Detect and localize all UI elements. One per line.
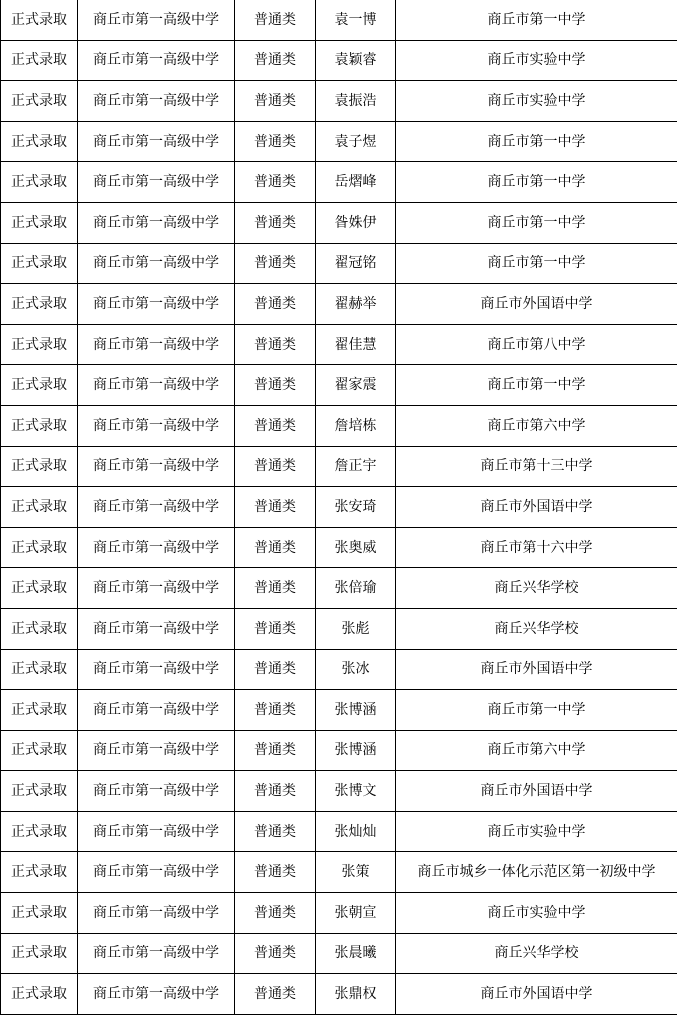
admission-table-body xyxy=(1,0,677,1014)
student-name-cell: 詹培栋 xyxy=(316,405,396,446)
graduating-school-cell: 商丘市第一中学 xyxy=(396,121,677,162)
admitting-school-cell: 商丘市第一高级中学 xyxy=(78,40,235,81)
category-cell: 普通类 xyxy=(235,568,316,609)
graduating-school-cell: 商丘市第一中学 xyxy=(396,202,677,243)
status-cell: 正式录取 xyxy=(1,933,78,974)
status-cell: 正式录取 xyxy=(1,690,78,731)
admitting-school-cell: 商丘市第一高级中学 xyxy=(78,121,235,162)
student-name-cell: 张博文 xyxy=(316,771,396,812)
graduating-school-cell: 商丘市第一中学 xyxy=(396,365,677,406)
admitting-school-cell: 商丘市第一高级中学 xyxy=(78,811,235,852)
student-name-cell: 袁颖睿 xyxy=(316,40,396,81)
category-cell: 普通类 xyxy=(235,243,316,284)
admitting-school-cell: 商丘市第一高级中学 xyxy=(78,730,235,771)
student-name-cell: 袁一博 xyxy=(316,0,396,40)
status-cell: 正式录取 xyxy=(1,852,78,893)
graduating-school-cell: 商丘市实验中学 xyxy=(396,893,677,934)
table-row xyxy=(1,40,677,81)
table-row xyxy=(1,852,677,893)
category-cell: 普通类 xyxy=(235,121,316,162)
admitting-school-cell: 商丘市第一高级中学 xyxy=(78,162,235,203)
table-row xyxy=(1,121,677,162)
student-name-cell: 张鼎权 xyxy=(316,974,396,1015)
status-cell: 正式录取 xyxy=(1,527,78,568)
table-row xyxy=(1,974,677,1015)
graduating-school-cell: 商丘市第八中学 xyxy=(396,324,677,365)
student-name-cell: 翟冠铭 xyxy=(316,243,396,284)
category-cell: 普通类 xyxy=(235,202,316,243)
table-row xyxy=(1,243,677,284)
category-cell: 普通类 xyxy=(235,608,316,649)
status-cell: 正式录取 xyxy=(1,284,78,325)
category-cell: 普通类 xyxy=(235,365,316,406)
table-row xyxy=(1,811,677,852)
student-name-cell: 张朝宣 xyxy=(316,893,396,934)
category-cell: 普通类 xyxy=(235,487,316,528)
graduating-school-cell: 商丘市第六中学 xyxy=(396,730,677,771)
status-cell: 正式录取 xyxy=(1,974,78,1015)
admitting-school-cell: 商丘市第一高级中学 xyxy=(78,324,235,365)
table-row xyxy=(1,608,677,649)
admitting-school-cell: 商丘市第一高级中学 xyxy=(78,893,235,934)
admitting-school-cell: 商丘市第一高级中学 xyxy=(78,284,235,325)
table-row xyxy=(1,690,677,731)
category-cell: 普通类 xyxy=(235,405,316,446)
admitting-school-cell: 商丘市第一高级中学 xyxy=(78,405,235,446)
graduating-school-cell: 商丘市第一中学 xyxy=(396,243,677,284)
status-cell: 正式录取 xyxy=(1,0,78,40)
graduating-school-cell: 商丘市第十六中学 xyxy=(396,527,677,568)
table-row xyxy=(1,81,677,122)
admitting-school-cell: 商丘市第一高级中学 xyxy=(78,690,235,731)
status-cell: 正式录取 xyxy=(1,487,78,528)
table-row xyxy=(1,202,677,243)
table-row xyxy=(1,933,677,974)
table-row xyxy=(1,284,677,325)
graduating-school-cell: 商丘市外国语中学 xyxy=(396,649,677,690)
admitting-school-cell: 商丘市第一高级中学 xyxy=(78,81,235,122)
student-name-cell: 张晨曦 xyxy=(316,933,396,974)
student-name-cell: 袁子煜 xyxy=(316,121,396,162)
status-cell: 正式录取 xyxy=(1,608,78,649)
graduating-school-cell: 商丘市城乡一体化示范区第一初级中学 xyxy=(396,852,677,893)
graduating-school-cell: 商丘兴华学校 xyxy=(396,933,677,974)
category-cell: 普通类 xyxy=(235,811,316,852)
student-name-cell: 张博涵 xyxy=(316,730,396,771)
student-name-cell: 翟赫举 xyxy=(316,284,396,325)
admitting-school-cell: 商丘市第一高级中学 xyxy=(78,202,235,243)
status-cell: 正式录取 xyxy=(1,81,78,122)
admitting-school-cell: 商丘市第一高级中学 xyxy=(78,852,235,893)
graduating-school-cell: 商丘市实验中学 xyxy=(396,811,677,852)
status-cell: 正式录取 xyxy=(1,162,78,203)
graduating-school-cell: 商丘市第一中学 xyxy=(396,0,677,40)
status-cell: 正式录取 xyxy=(1,405,78,446)
category-cell: 普通类 xyxy=(235,0,316,40)
status-cell: 正式录取 xyxy=(1,202,78,243)
student-name-cell: 张奥威 xyxy=(316,527,396,568)
category-cell: 普通类 xyxy=(235,527,316,568)
graduating-school-cell: 商丘市第一中学 xyxy=(396,162,677,203)
status-cell: 正式录取 xyxy=(1,771,78,812)
admitting-school-cell: 商丘市第一高级中学 xyxy=(78,365,235,406)
graduating-school-cell: 商丘市外国语中学 xyxy=(396,284,677,325)
graduating-school-cell: 商丘市第十三中学 xyxy=(396,446,677,487)
student-name-cell: 袁振浩 xyxy=(316,81,396,122)
student-name-cell: 张灿灿 xyxy=(316,811,396,852)
table-row xyxy=(1,527,677,568)
admitting-school-cell: 商丘市第一高级中学 xyxy=(78,608,235,649)
graduating-school-cell: 商丘市实验中学 xyxy=(396,40,677,81)
table-row xyxy=(1,568,677,609)
category-cell: 普通类 xyxy=(235,162,316,203)
student-name-cell: 翟家震 xyxy=(316,365,396,406)
table-row xyxy=(1,649,677,690)
status-cell: 正式录取 xyxy=(1,243,78,284)
category-cell: 普通类 xyxy=(235,649,316,690)
admitting-school-cell: 商丘市第一高级中学 xyxy=(78,974,235,1015)
category-cell: 普通类 xyxy=(235,730,316,771)
student-name-cell: 岳熠峰 xyxy=(316,162,396,203)
category-cell: 普通类 xyxy=(235,771,316,812)
admitting-school-cell: 商丘市第一高级中学 xyxy=(78,243,235,284)
student-name-cell: 张彪 xyxy=(316,608,396,649)
status-cell: 正式录取 xyxy=(1,730,78,771)
admitting-school-cell: 商丘市第一高级中学 xyxy=(78,568,235,609)
graduating-school-cell: 商丘市第一中学 xyxy=(396,690,677,731)
status-cell: 正式录取 xyxy=(1,365,78,406)
status-cell: 正式录取 xyxy=(1,811,78,852)
category-cell: 普通类 xyxy=(235,852,316,893)
student-name-cell: 詹正宇 xyxy=(316,446,396,487)
student-name-cell: 张策 xyxy=(316,852,396,893)
student-name-cell: 张博涵 xyxy=(316,690,396,731)
table-row xyxy=(1,730,677,771)
table-row xyxy=(1,405,677,446)
category-cell: 普通类 xyxy=(235,81,316,122)
admitting-school-cell: 商丘市第一高级中学 xyxy=(78,527,235,568)
admitting-school-cell: 商丘市第一高级中学 xyxy=(78,933,235,974)
admitting-school-cell: 商丘市第一高级中学 xyxy=(78,771,235,812)
graduating-school-cell: 商丘市外国语中学 xyxy=(396,487,677,528)
admitting-school-cell: 商丘市第一高级中学 xyxy=(78,487,235,528)
graduating-school-cell: 商丘市实验中学 xyxy=(396,81,677,122)
table-row xyxy=(1,446,677,487)
category-cell: 普通类 xyxy=(235,893,316,934)
table-row xyxy=(1,771,677,812)
graduating-school-cell: 商丘市外国语中学 xyxy=(396,974,677,1015)
category-cell: 普通类 xyxy=(235,284,316,325)
admitting-school-cell: 商丘市第一高级中学 xyxy=(78,0,235,40)
category-cell: 普通类 xyxy=(235,690,316,731)
table-row xyxy=(1,487,677,528)
category-cell: 普通类 xyxy=(235,974,316,1015)
category-cell: 普通类 xyxy=(235,446,316,487)
student-name-cell: 张安琦 xyxy=(316,487,396,528)
status-cell: 正式录取 xyxy=(1,649,78,690)
status-cell: 正式录取 xyxy=(1,324,78,365)
graduating-school-cell: 商丘市第六中学 xyxy=(396,405,677,446)
status-cell: 正式录取 xyxy=(1,568,78,609)
student-name-cell: 张倍瑜 xyxy=(316,568,396,609)
graduating-school-cell: 商丘兴华学校 xyxy=(396,608,677,649)
table-row xyxy=(1,324,677,365)
status-cell: 正式录取 xyxy=(1,446,78,487)
graduating-school-cell: 商丘兴华学校 xyxy=(396,568,677,609)
category-cell: 普通类 xyxy=(235,40,316,81)
category-cell: 普通类 xyxy=(235,933,316,974)
admitting-school-cell: 商丘市第一高级中学 xyxy=(78,649,235,690)
student-name-cell: 昝姝伊 xyxy=(316,202,396,243)
graduating-school-cell: 商丘市外国语中学 xyxy=(396,771,677,812)
table-row xyxy=(1,365,677,406)
status-cell: 正式录取 xyxy=(1,40,78,81)
student-name-cell: 张冰 xyxy=(316,649,396,690)
table-row xyxy=(1,893,677,934)
status-cell: 正式录取 xyxy=(1,893,78,934)
student-name-cell: 翟佳慧 xyxy=(316,324,396,365)
admitting-school-cell: 商丘市第一高级中学 xyxy=(78,446,235,487)
table-row xyxy=(1,0,677,40)
status-cell: 正式录取 xyxy=(1,121,78,162)
category-cell: 普通类 xyxy=(235,324,316,365)
table-row xyxy=(1,162,677,203)
